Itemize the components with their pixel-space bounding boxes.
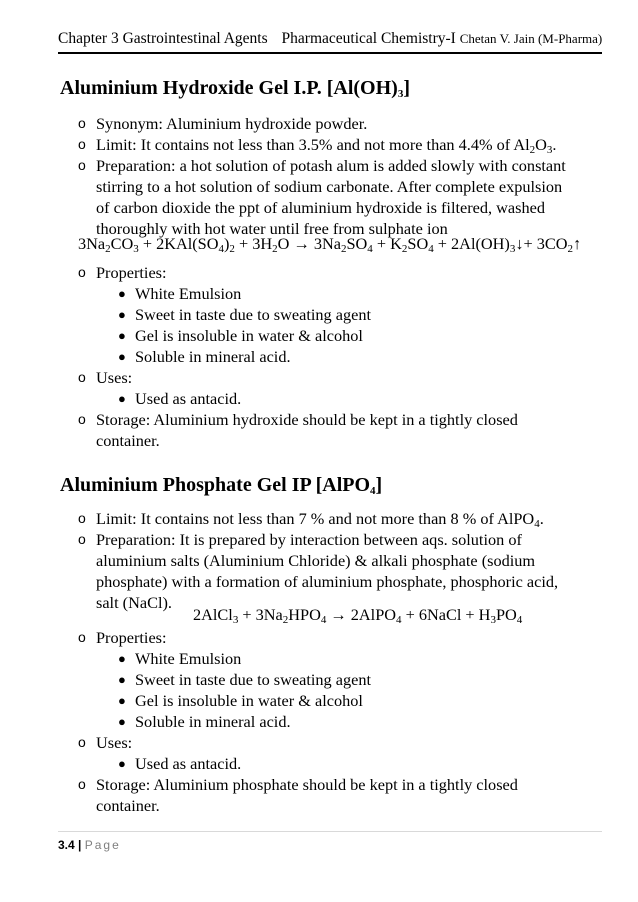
page-word: Page [84, 838, 121, 852]
section2-heading: Aluminium Phosphate Gel IP [AlPO$_4$] [60, 474, 383, 497]
footer-divider [58, 831, 602, 832]
limit-item: o Limit: It contains not less than 7 % and not more than 8 % of AlPO$_4$. [78, 509, 544, 530]
uses-item: o Uses: [78, 368, 133, 387]
page-footer: 3.4 | Page [58, 838, 121, 852]
property-bullet: ● Sweet in taste due to sweating agent [118, 670, 372, 689]
equation-aluminium-phosphate: 2AlCl$_3$ + $3Na_2HPO_4$ → 2AlPO$_4$ + 6NaCl + $H_3PO_4$ [193, 605, 523, 626]
preparation-line: Preparation: It is prepared by interaction between aqs. solution of [96, 530, 522, 549]
property-bullet: ● Sweet in taste due to sweating agent [118, 305, 372, 324]
preparation-line: stirring to a hot solution of sodium carbonate. After complete expulsion [96, 177, 563, 196]
properties-item: o Properties: [78, 263, 167, 282]
property-bullet: ● Soluble in mineral acid. [118, 347, 291, 366]
equation-aluminium-hydroxide: $3Na_2CO_3 + 2KAl(SO_4)_2 + 3H_2O \to 3Na_2SO_4 + K_2SO_4$ + $2Al(OH)_3↓+$ $3CO_2↑$ [78, 234, 582, 255]
property-bullet: ● Gel is insoluble in water & alcohol [118, 326, 363, 345]
page-header [58, 30, 602, 54]
page-number: 3.4 [58, 838, 75, 852]
storage-item: o Storage: Aluminium phosphate should be kept in a tightly closed container. [78, 775, 518, 815]
preparation-line: aluminium salts (Aluminium Chloride) & alkali phosphate (sodium [96, 551, 536, 570]
synonym-item: o Synonym: Aluminium hydroxide powder. [78, 114, 368, 133]
header-chapter: Chapter 3 Gastrointestinal Agents [58, 30, 268, 47]
property-bullet: ● White Emulsion [118, 284, 242, 303]
header-author: Chetan V. Jain (M-Pharma) [459, 31, 603, 46]
limit-item: o Limit: It contains not less than 3.5% and not more than 4.4% of $Al_2O_3$. [78, 135, 557, 156]
property-bullet: ● White Emulsion [118, 649, 242, 668]
header-subject: Pharmaceutical Chemistry-I [281, 30, 456, 47]
preparation-item: o Preparation: It is prepared by interaction between aqs. solution of aluminium salts (Aluminium Chloride) & alkali phosphate (sodium phosphate) with a formation of aluminium phosphate, phosphoric acid, salt (NaCl). [78, 529, 608, 613]
use-bullet: ● Used as antacid. [118, 754, 242, 773]
uses-item: o Uses: [78, 733, 133, 752]
preparation-line: phosphate) with a formation of aluminium phosphate, phosphoric acid, [96, 572, 559, 591]
preparation-line: salt (NaCl). [96, 593, 172, 612]
use-bullet: ● Used as antacid. [118, 389, 242, 408]
property-bullet: ● Gel is insoluble in water & alcohol [118, 691, 363, 710]
property-bullet: ● Soluble in mineral acid. [118, 712, 291, 731]
preparation-line: thoroughly with hot water until free from sulphate ion [96, 219, 448, 238]
section1-heading: Aluminium Hydroxide Gel I.P. $[Al(OH)_3]$ [60, 77, 410, 100]
properties-item: o Properties: [78, 628, 167, 647]
preparation-item: o Preparation: a hot solution of potash alum is added slowly with constant stirring to a hot solution of sodium carbonate. After complete expulsion of carbon dioxide the ppt of aluminium hydroxide is filtered, washed thoroughly with hot water until free from sulphate ion [78, 155, 608, 239]
storage-item: o Storage: Aluminium hydroxide should be kept in a tightly closed container. [78, 410, 518, 450]
preparation-line: of carbon dioxide the ppt of aluminium hydroxide is filtered, washed [96, 198, 545, 217]
preparation-line: Preparation: a hot solution of potash alum is added slowly with constant [96, 156, 566, 175]
